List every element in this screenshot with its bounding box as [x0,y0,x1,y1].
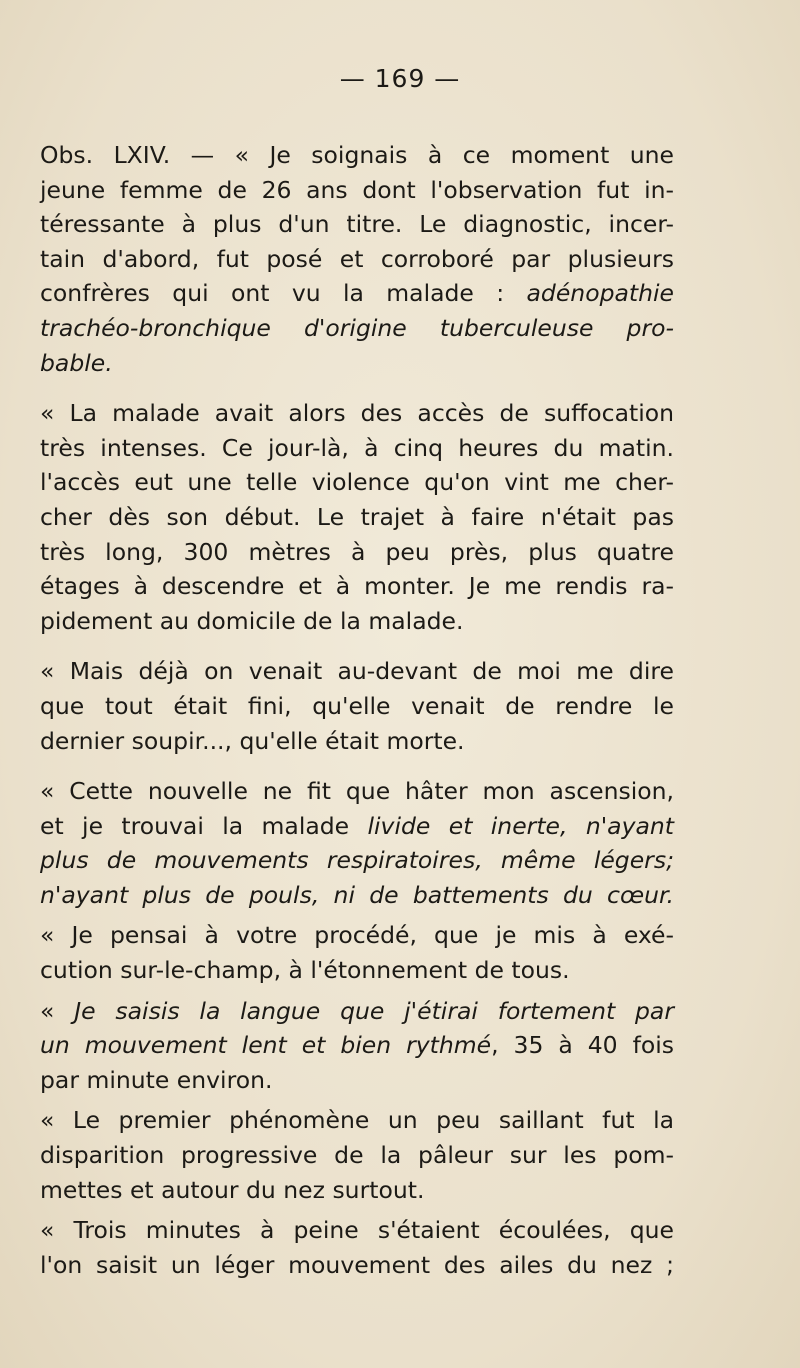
text-line [40,843,674,878]
text-run: cution sur-le-champ, à l'étonnement de tous. [40,956,570,985]
text-run: l'accès eut une telle violence qu'on vint me cher- [40,468,674,497]
text-run: « Trois minutes à peine s'étaient écoulées, que [40,1216,674,1245]
text-run: Obs. LXIV. — « Je soignais à ce moment une [40,141,674,169]
text-line [40,276,674,311]
text-run: « Mais déjà on venait au-devant de moi me dire [40,657,674,686]
text-run: et je trouvai la malade [40,811,368,840]
body-text [40,138,674,1282]
text-line [40,654,674,689]
text-run: « Le premier phénomène un peu saillant fut la [40,1106,674,1135]
paragraph-gap [40,380,674,396]
text-line [40,207,674,242]
text-run: étages à descendre et à monter. Je me rendis ra- [40,572,674,601]
text-line [40,242,674,277]
text-line [40,689,674,724]
text-line [40,138,674,173]
text-run: que tout était fini, qu'elle venait de rendre le [40,691,674,720]
text-run: très long, 300 mètres à peu près, plus quatre [40,537,674,566]
text-line [40,1063,674,1098]
text-line [40,1138,674,1173]
italic-run: un mouvement lent et bien rythmé [40,1031,492,1060]
text-line [40,500,674,535]
text-run: « La malade avait alors des accès de suffocation [40,399,674,428]
text-line [40,604,674,639]
page-number: — 169 — [339,64,461,93]
text-line [40,918,674,953]
text-run: très intenses. Ce jour-là, à cinq heures du matin. [40,433,674,462]
text-run: par minute environ. [40,1065,273,1094]
text-line [40,878,674,913]
text-run: l'on saisit un léger mouvement des ailes du nez ; [40,1250,674,1279]
text-line [40,1248,674,1283]
text-run: « Cette nouvelle ne fit que hâter mon ascension, [40,777,674,806]
text-line [40,346,674,381]
text-line [40,1028,674,1063]
text-line [40,569,674,604]
text-line [40,809,674,844]
text-line [40,1173,674,1208]
text-run: tain d'abord, fut posé et corroboré par plusieurs [40,244,674,273]
text-run: téressante à plus d'un titre. Le diagnostic, incer- [40,210,674,239]
text-run: confrères qui ont vu la malade : [40,279,527,308]
paragraph-gap [40,758,674,774]
text-line [40,465,674,500]
italic-run: n'ayant plus de pouls, ni de battements du cœur. [40,880,674,909]
text-run: , 35 à 40 fois [491,1031,674,1060]
italic-run: trachéo-bronchique d'origine tuberculeuse pro- [40,313,674,342]
text-line [40,535,674,570]
paragraph-gap [40,638,674,654]
text-line [40,724,674,759]
text-run: « Je pensai à votre procédé, que je mis à exé- [40,921,674,950]
text-run: pidement au domicile de la malade. [40,606,464,635]
text-line [40,774,674,809]
italic-run: adénopathie [526,279,674,308]
text-line [40,1213,674,1248]
text-line [40,1103,674,1138]
text-line [40,431,674,466]
italic-run: Je saisis la langue que j'étirai fortement par [74,996,674,1025]
text-line [40,994,674,1029]
text-run: jeune femme de 26 ans dont l'observation fut in- [40,175,674,204]
text-run: « [40,996,75,1025]
text-line [40,311,674,346]
text-line [40,953,674,988]
italic-run: plus de mouvements respiratoires, même légers; [40,846,674,875]
text-line [40,173,674,208]
text-run: mettes et autour du nez surtout. [40,1175,425,1204]
text-run: cher dès son début. Le trajet à faire n'était pas [40,502,674,531]
italic-run: bable. [40,348,113,377]
italic-run: livide et inerte, n'ayant [367,811,674,840]
text-run: disparition progressive de la pâleur sur les pom- [40,1141,674,1170]
text-run: dernier soupir..., qu'elle était morte. [40,726,465,755]
text-line [40,396,674,431]
